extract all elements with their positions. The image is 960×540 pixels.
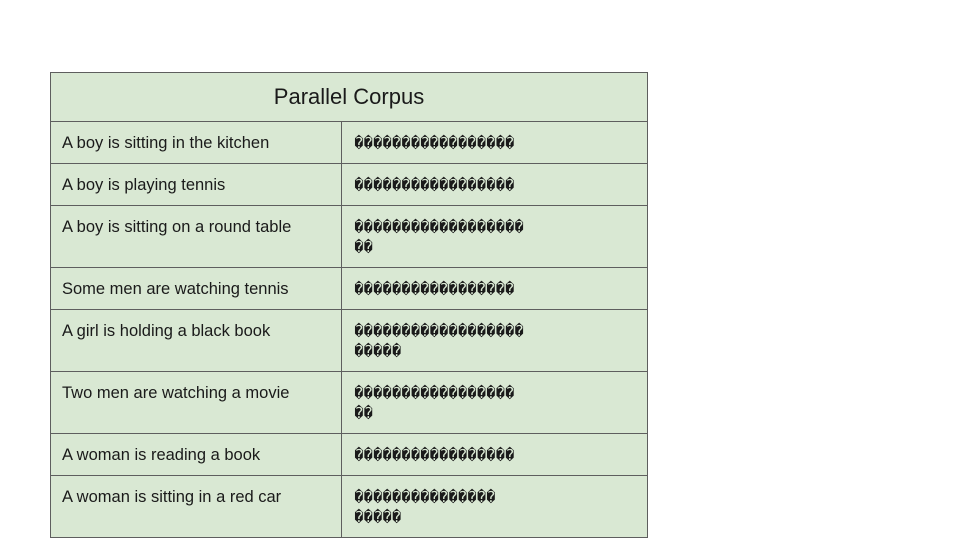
- english-sentence: A woman is reading a book: [51, 434, 342, 476]
- table-row: [51, 164, 648, 206]
- english-sentence: A boy is playing tennis: [51, 164, 342, 206]
- table-header-row: [51, 73, 648, 122]
- table-row: [51, 434, 648, 476]
- translated-sentence: ��������������� �����: [342, 476, 648, 538]
- translated-sentence: ����������������� ��: [342, 372, 648, 434]
- translated-sentence: �����������������: [342, 268, 648, 310]
- parallel-corpus-table-container: [50, 72, 648, 538]
- translated-sentence: ������������������ �����: [342, 310, 648, 372]
- translated-sentence: �����������������: [342, 122, 648, 164]
- table-title: Parallel Corpus: [51, 73, 648, 122]
- translated-sentence: ������������������ ��: [342, 206, 648, 268]
- table-row: [51, 122, 648, 164]
- table-row: [51, 476, 648, 538]
- parallel-corpus-table: [50, 72, 648, 538]
- table-row: [51, 372, 648, 434]
- table-row: [51, 206, 648, 268]
- english-sentence: A boy is sitting in the kitchen: [51, 122, 342, 164]
- english-sentence: A boy is sitting on a round table: [51, 206, 342, 268]
- english-sentence: A woman is sitting in a red car: [51, 476, 342, 538]
- english-sentence: A girl is holding a black book: [51, 310, 342, 372]
- english-sentence: Two men are watching a movie: [51, 372, 342, 434]
- translated-sentence: �����������������: [342, 164, 648, 206]
- translated-sentence: �����������������: [342, 434, 648, 476]
- table-row: [51, 268, 648, 310]
- english-sentence: Some men are watching tennis: [51, 268, 342, 310]
- table-body: [51, 122, 648, 538]
- table-row: [51, 310, 648, 372]
